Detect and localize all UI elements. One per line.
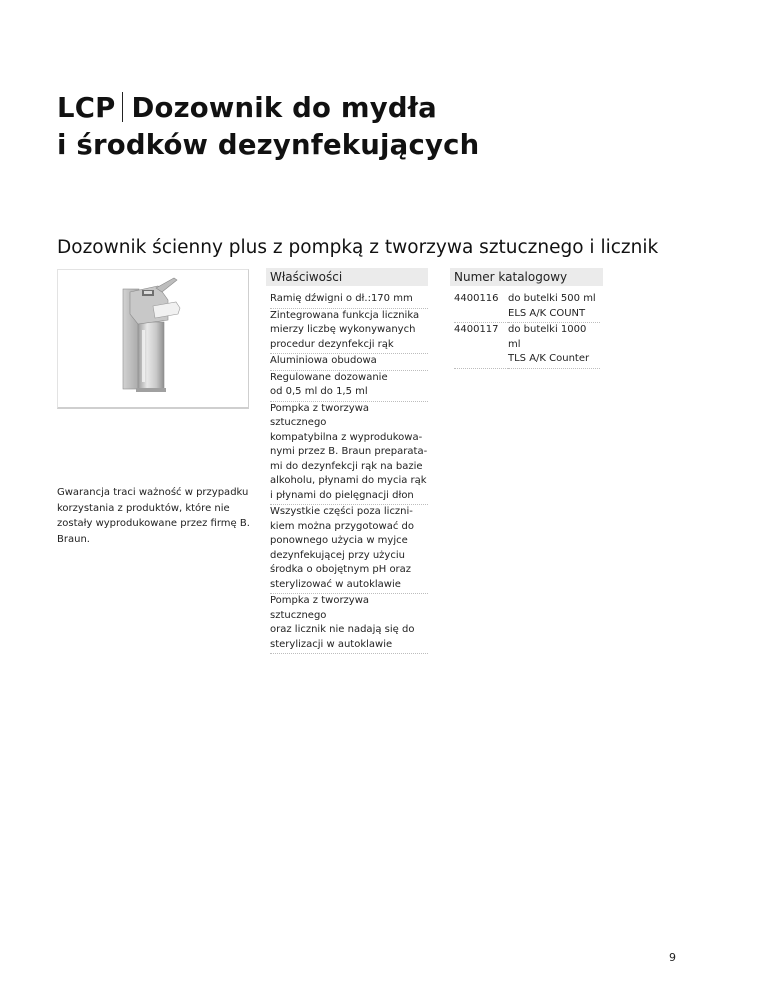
product-photo — [57, 269, 249, 409]
title-line-2: i środków dezynfekujących — [57, 129, 480, 161]
warranty-note: Gwarancja traci ważność w przypadku korzystania z produktów, które nie zostały wyprodukowane przez firmę B. Braun. — [57, 487, 250, 545]
page-number: 9 — [669, 951, 676, 964]
catalog-number: 4400116 — [454, 292, 508, 323]
property-item: Zintegrowana funkcja licznika mierzy liczbę wykonywanych procedur dezynfekcji rąk — [270, 309, 428, 355]
property-item: Pompka z tworzywa sztucznego kompatybilna z wyprodukowa- nymi przez B. Braun preparata- mi do dezynfekcji rąk na bazie alkoholu, płynami do mycia rąk i płynami do pielęgnacji dłon — [270, 402, 428, 506]
catalog-table — [454, 292, 600, 369]
catalog-description: do butelki 1000 ml TLS A/K Counter — [508, 323, 600, 369]
property-item: Regulowane dozowanie od 0,5 ml do 1,5 ml — [270, 371, 428, 402]
property-item: Wszystkie części poza liczni- kiem można przygotować do ponownego użycia w myjce dezynfekującej przy użyciu środka o obojętnym pH oraz sterylizować w autoklawie — [270, 505, 428, 594]
table-row — [454, 323, 600, 369]
catalog-heading: Numer katalogowy — [450, 268, 603, 286]
properties-heading: Właściwości — [266, 268, 428, 286]
properties-list — [270, 292, 428, 654]
table-row — [454, 292, 600, 323]
catalog-description: do butelki 500 ml ELS A/K COUNT — [508, 292, 600, 323]
section-subtitle: Dozownik ścienny plus z pompką z tworzywa sztucznego i licznik — [57, 237, 659, 258]
title-main: Dozownik do mydła — [131, 92, 437, 124]
title-separator — [122, 92, 123, 122]
title-prefix: LCP — [57, 92, 116, 124]
soap-dispenser-image — [58, 270, 248, 407]
page-title — [57, 90, 479, 164]
catalog-number: 4400117 — [454, 323, 508, 369]
property-item: Pompka z tworzywa sztucznego oraz licznik nie nadają się do sterylizacji w autoklawie — [270, 594, 428, 654]
property-item: Aluminiowa obudowa — [270, 354, 428, 371]
property-item: Ramię dźwigni o dł.:170 mm — [270, 292, 428, 309]
